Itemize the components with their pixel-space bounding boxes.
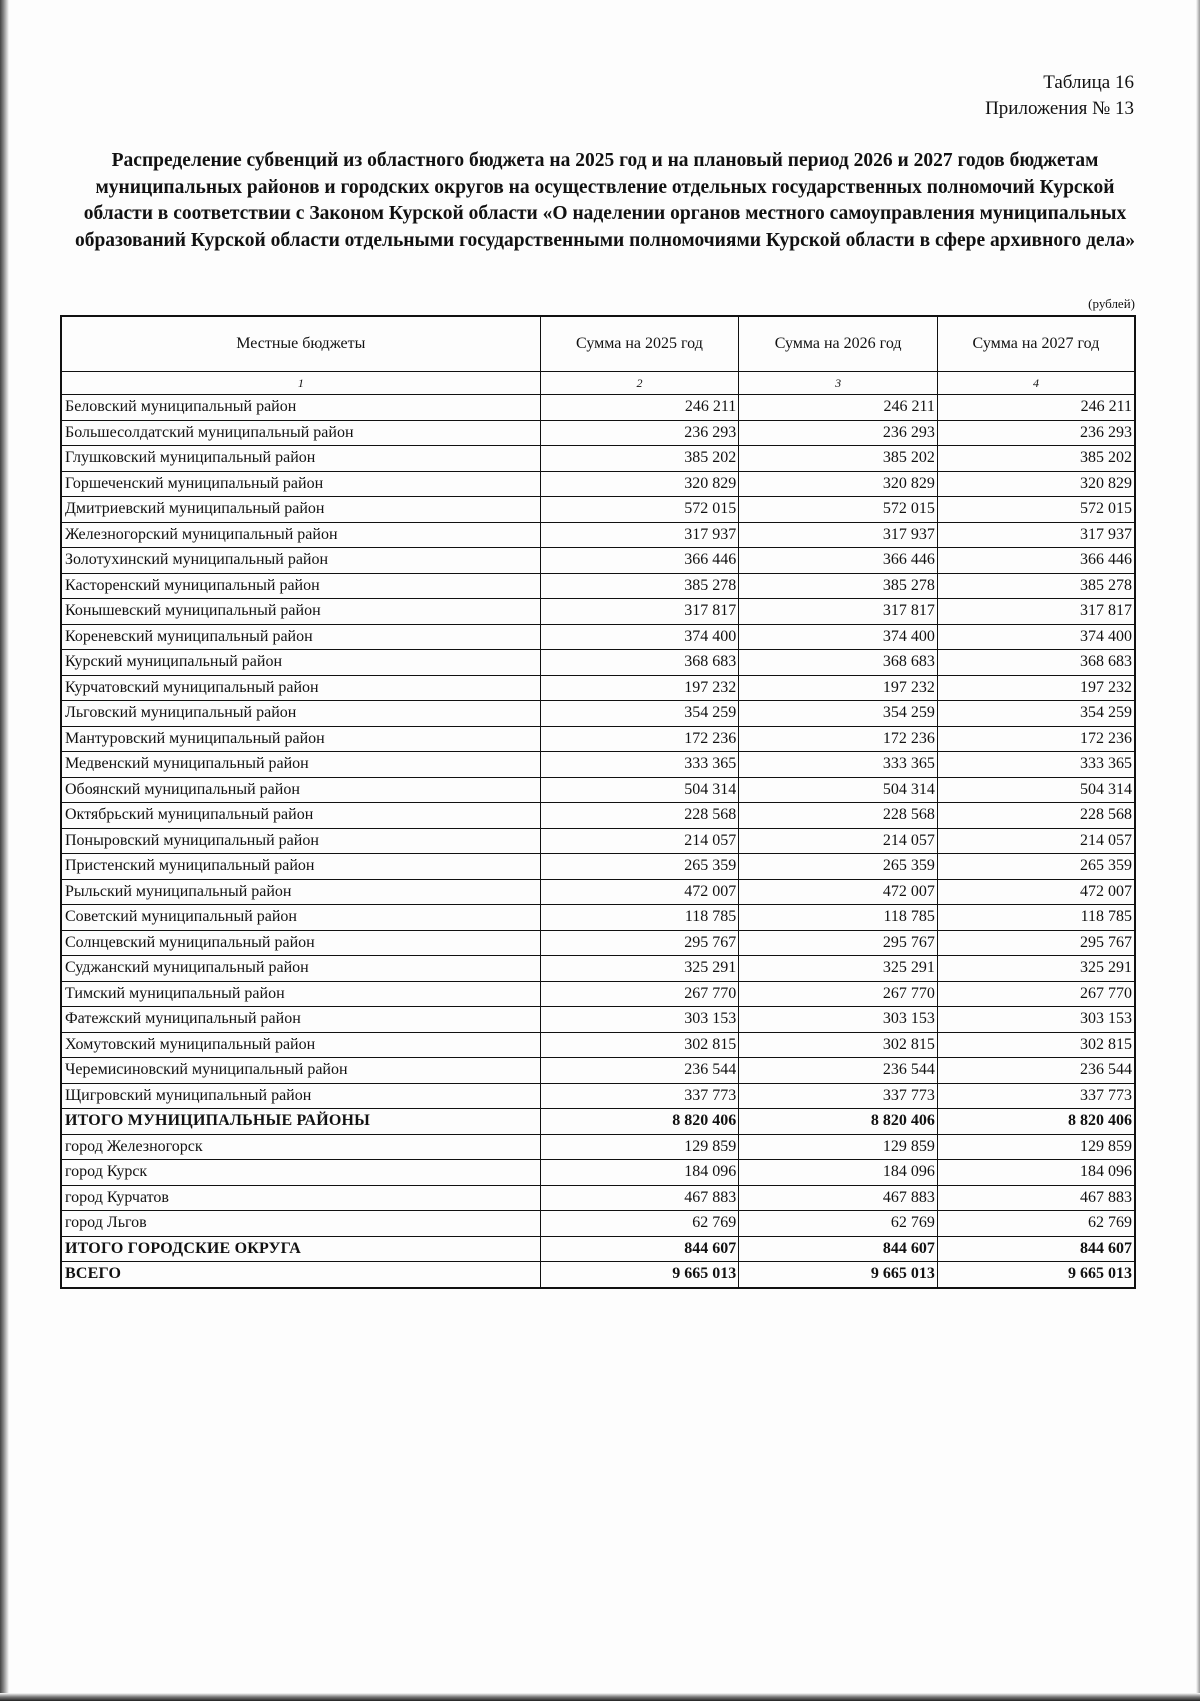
budget-name-cell: Кореневский муниципальный район bbox=[61, 624, 540, 650]
amount-2026-cell: 317 937 bbox=[739, 522, 938, 548]
column-number-1: 1 bbox=[61, 372, 540, 395]
amount-2025-cell: 472 007 bbox=[540, 879, 739, 905]
amount-2027-cell: 214 057 bbox=[937, 828, 1135, 854]
table-row bbox=[61, 828, 1135, 854]
budget-name-cell: Черемисиновский муниципальный район bbox=[61, 1058, 540, 1084]
amount-2027-cell: 317 817 bbox=[937, 599, 1135, 625]
amount-2026-cell: 320 829 bbox=[739, 471, 938, 497]
budget-name-cell: Конышевский муниципальный район bbox=[61, 599, 540, 625]
table-row bbox=[61, 1211, 1135, 1237]
table-row bbox=[61, 777, 1135, 803]
amount-2026-cell: 467 883 bbox=[739, 1185, 938, 1211]
budget-name-cell: Суджанский муниципальный район bbox=[61, 956, 540, 982]
amount-2025-cell: 333 365 bbox=[540, 752, 739, 778]
budget-name-cell: город Курчатов bbox=[61, 1185, 540, 1211]
budget-name-cell: Щигровский муниципальный район bbox=[61, 1083, 540, 1109]
budget-name-cell: Медвенский муниципальный район bbox=[61, 752, 540, 778]
amount-2025-cell: 385 278 bbox=[540, 573, 739, 599]
amount-2025-cell: 172 236 bbox=[540, 726, 739, 752]
amount-2025-cell: 184 096 bbox=[540, 1160, 739, 1186]
table-row bbox=[61, 981, 1135, 1007]
amount-2026-cell: 214 057 bbox=[739, 828, 938, 854]
amount-2027-cell: 184 096 bbox=[937, 1160, 1135, 1186]
table-row bbox=[61, 497, 1135, 523]
table-row bbox=[61, 420, 1135, 446]
amount-2027-cell: 472 007 bbox=[937, 879, 1135, 905]
table-row bbox=[61, 471, 1135, 497]
table-row bbox=[61, 446, 1135, 472]
amount-2027-cell: 197 232 bbox=[937, 675, 1135, 701]
amount-2025-cell: 118 785 bbox=[540, 905, 739, 931]
amount-2025-cell: 295 767 bbox=[540, 930, 739, 956]
amount-2026-cell: 118 785 bbox=[739, 905, 938, 931]
amount-2027-cell: 303 153 bbox=[937, 1007, 1135, 1033]
amount-2026-cell: 129 859 bbox=[739, 1134, 938, 1160]
column-number-3: 3 bbox=[739, 372, 938, 395]
amount-2026-cell: 333 365 bbox=[739, 752, 938, 778]
amount-2027-cell: 320 829 bbox=[937, 471, 1135, 497]
table-row bbox=[61, 956, 1135, 982]
table-total-row bbox=[61, 1109, 1135, 1135]
amount-2025-cell: 467 883 bbox=[540, 1185, 739, 1211]
amount-2026-cell: 385 202 bbox=[739, 446, 938, 472]
amount-2027-cell: 337 773 bbox=[937, 1083, 1135, 1109]
amount-2027-cell: 467 883 bbox=[937, 1185, 1135, 1211]
amount-2026-cell: 236 293 bbox=[739, 420, 938, 446]
amount-2026-cell: 246 211 bbox=[739, 395, 938, 421]
amount-2026-cell: 504 314 bbox=[739, 777, 938, 803]
amount-2025-cell: 368 683 bbox=[540, 650, 739, 676]
table-row bbox=[61, 624, 1135, 650]
amount-2025-cell: 214 057 bbox=[540, 828, 739, 854]
amount-2025-cell: 317 817 bbox=[540, 599, 739, 625]
table-row bbox=[61, 1007, 1135, 1033]
table-row bbox=[61, 930, 1135, 956]
amount-2027-cell: 118 785 bbox=[937, 905, 1135, 931]
amount-2025-cell: 8 820 406 bbox=[540, 1109, 739, 1135]
table-row bbox=[61, 675, 1135, 701]
table-number: Таблица 16 bbox=[1043, 72, 1134, 93]
column-header-2027: Сумма на 2027 год bbox=[937, 316, 1135, 372]
amount-2027-cell: 374 400 bbox=[937, 624, 1135, 650]
table-row bbox=[61, 1032, 1135, 1058]
amount-2025-cell: 265 359 bbox=[540, 854, 739, 880]
budget-name-cell: Горшеченский муниципальный район bbox=[61, 471, 540, 497]
amount-2027-cell: 504 314 bbox=[937, 777, 1135, 803]
amount-2027-cell: 9 665 013 bbox=[937, 1262, 1135, 1288]
budget-name-cell: Пристенский муниципальный район bbox=[61, 854, 540, 880]
amount-2025-cell: 228 568 bbox=[540, 803, 739, 829]
amount-2026-cell: 844 607 bbox=[739, 1236, 938, 1262]
budget-name-cell: Хомутовский муниципальный район bbox=[61, 1032, 540, 1058]
document-title: Распределение субвенций из областного бюджета на 2025 год и на плановый период 2026 и 2027 годов бюджетам муниципальных районов и городских округов на осуществление отдельных государственных полномочий Курской области в соответствии с Законом Курской области «О наделении органов местного самоуправления муниципальных образований Курской области отдельными государственными полномочиями Курской области в сфере архивного дела» bbox=[74, 150, 1136, 251]
table-total-row bbox=[61, 1236, 1135, 1262]
amount-2027-cell: 129 859 bbox=[937, 1134, 1135, 1160]
budget-name-cell: Советский муниципальный район bbox=[61, 905, 540, 931]
table-row bbox=[61, 803, 1135, 829]
budget-name-cell: ИТОГО МУНИЦИПАЛЬНЫЕ РАЙОНЫ bbox=[61, 1109, 540, 1135]
table-total-row bbox=[61, 1262, 1135, 1288]
amount-2027-cell: 317 937 bbox=[937, 522, 1135, 548]
amount-2026-cell: 368 683 bbox=[739, 650, 938, 676]
amount-2025-cell: 366 446 bbox=[540, 548, 739, 574]
scan-right-edge bbox=[1196, 0, 1200, 1701]
amount-2026-cell: 8 820 406 bbox=[739, 1109, 938, 1135]
amount-2027-cell: 236 544 bbox=[937, 1058, 1135, 1084]
table-row bbox=[61, 650, 1135, 676]
budget-name-cell: Тимский муниципальный район bbox=[61, 981, 540, 1007]
table-row bbox=[61, 395, 1135, 421]
table-row bbox=[61, 752, 1135, 778]
amount-2027-cell: 62 769 bbox=[937, 1211, 1135, 1237]
amount-2027-cell: 333 365 bbox=[937, 752, 1135, 778]
amount-2026-cell: 385 278 bbox=[739, 573, 938, 599]
table-row bbox=[61, 1160, 1135, 1186]
scan-left-edge bbox=[0, 0, 9, 1701]
amount-2025-cell: 9 665 013 bbox=[540, 1262, 739, 1288]
column-header-budgets: Местные бюджеты bbox=[61, 316, 540, 372]
budget-name-cell: Большесолдатский муниципальный район bbox=[61, 420, 540, 446]
amount-2027-cell: 844 607 bbox=[937, 1236, 1135, 1262]
budget-name-cell: ИТОГО ГОРОДСКИЕ ОКРУГА bbox=[61, 1236, 540, 1262]
amount-2025-cell: 325 291 bbox=[540, 956, 739, 982]
amount-2027-cell: 385 278 bbox=[937, 573, 1135, 599]
budget-name-cell: Рыльский муниципальный район bbox=[61, 879, 540, 905]
budget-name-cell: ВСЕГО bbox=[61, 1262, 540, 1288]
budget-name-cell: Солнцевский муниципальный район bbox=[61, 930, 540, 956]
table-body bbox=[61, 395, 1135, 1288]
column-number-4: 4 bbox=[937, 372, 1135, 395]
amount-2025-cell: 337 773 bbox=[540, 1083, 739, 1109]
amount-2025-cell: 267 770 bbox=[540, 981, 739, 1007]
budget-name-cell: город Железногорск bbox=[61, 1134, 540, 1160]
amount-2026-cell: 184 096 bbox=[739, 1160, 938, 1186]
amount-2026-cell: 354 259 bbox=[739, 701, 938, 727]
amount-2027-cell: 302 815 bbox=[937, 1032, 1135, 1058]
amount-2025-cell: 317 937 bbox=[540, 522, 739, 548]
amount-2026-cell: 172 236 bbox=[739, 726, 938, 752]
amount-2027-cell: 265 359 bbox=[937, 854, 1135, 880]
table-row bbox=[61, 548, 1135, 574]
budget-name-cell: Курский муниципальный район bbox=[61, 650, 540, 676]
table-row bbox=[61, 573, 1135, 599]
table-row bbox=[61, 905, 1135, 931]
budget-name-cell: Железногорский муниципальный район bbox=[61, 522, 540, 548]
amount-2026-cell: 337 773 bbox=[739, 1083, 938, 1109]
amount-2027-cell: 228 568 bbox=[937, 803, 1135, 829]
budget-name-cell: Беловский муниципальный район bbox=[61, 395, 540, 421]
amount-2027-cell: 246 211 bbox=[937, 395, 1135, 421]
column-header-2026: Сумма на 2026 год bbox=[739, 316, 938, 372]
amount-2025-cell: 303 153 bbox=[540, 1007, 739, 1033]
amount-2025-cell: 236 544 bbox=[540, 1058, 739, 1084]
amount-2026-cell: 572 015 bbox=[739, 497, 938, 523]
appendix-number: Приложения № 13 bbox=[985, 98, 1134, 119]
amount-2025-cell: 197 232 bbox=[540, 675, 739, 701]
amount-2026-cell: 472 007 bbox=[739, 879, 938, 905]
table-reference bbox=[985, 70, 1134, 122]
amount-2025-cell: 129 859 bbox=[540, 1134, 739, 1160]
amount-2025-cell: 354 259 bbox=[540, 701, 739, 727]
column-header-2025: Сумма на 2025 год bbox=[540, 316, 739, 372]
amount-2026-cell: 265 359 bbox=[739, 854, 938, 880]
table-row bbox=[61, 879, 1135, 905]
amount-2027-cell: 267 770 bbox=[937, 981, 1135, 1007]
amount-2026-cell: 9 665 013 bbox=[739, 1262, 938, 1288]
units-note: (рублей) bbox=[1088, 296, 1135, 311]
budget-name-cell: Октябрьский муниципальный район bbox=[61, 803, 540, 829]
budget-name-cell: Дмитриевский муниципальный район bbox=[61, 497, 540, 523]
amount-2027-cell: 572 015 bbox=[937, 497, 1135, 523]
table-row bbox=[61, 701, 1135, 727]
amount-2025-cell: 374 400 bbox=[540, 624, 739, 650]
budget-name-cell: город Льгов bbox=[61, 1211, 540, 1237]
table-row bbox=[61, 1185, 1135, 1211]
amount-2026-cell: 325 291 bbox=[739, 956, 938, 982]
amount-2025-cell: 302 815 bbox=[540, 1032, 739, 1058]
amount-2026-cell: 197 232 bbox=[739, 675, 938, 701]
budget-name-cell: город Курск bbox=[61, 1160, 540, 1186]
amount-2026-cell: 267 770 bbox=[739, 981, 938, 1007]
budget-name-cell: Поныровский муниципальный район bbox=[61, 828, 540, 854]
budget-name-cell: Льговский муниципальный район bbox=[61, 701, 540, 727]
amount-2027-cell: 354 259 bbox=[937, 701, 1135, 727]
scan-bottom-edge bbox=[0, 1693, 1200, 1701]
amount-2027-cell: 385 202 bbox=[937, 446, 1135, 472]
amount-2027-cell: 368 683 bbox=[937, 650, 1135, 676]
amount-2026-cell: 317 817 bbox=[739, 599, 938, 625]
amount-2026-cell: 374 400 bbox=[739, 624, 938, 650]
budget-table bbox=[60, 315, 1136, 1289]
amount-2025-cell: 62 769 bbox=[540, 1211, 739, 1237]
amount-2027-cell: 325 291 bbox=[937, 956, 1135, 982]
amount-2026-cell: 228 568 bbox=[739, 803, 938, 829]
amount-2025-cell: 844 607 bbox=[540, 1236, 739, 1262]
amount-2026-cell: 302 815 bbox=[739, 1032, 938, 1058]
budget-name-cell: Фатежский муниципальный район bbox=[61, 1007, 540, 1033]
table-row bbox=[61, 1134, 1135, 1160]
budget-name-cell: Глушковский муниципальный район bbox=[61, 446, 540, 472]
amount-2027-cell: 8 820 406 bbox=[937, 1109, 1135, 1135]
budget-name-cell: Курчатовский муниципальный район bbox=[61, 675, 540, 701]
budget-name-cell: Золотухинский муниципальный район bbox=[61, 548, 540, 574]
amount-2026-cell: 295 767 bbox=[739, 930, 938, 956]
amount-2026-cell: 366 446 bbox=[739, 548, 938, 574]
amount-2026-cell: 236 544 bbox=[739, 1058, 938, 1084]
budget-name-cell: Обоянский муниципальный район bbox=[61, 777, 540, 803]
table-row bbox=[61, 1083, 1135, 1109]
table-row bbox=[61, 599, 1135, 625]
table-header-row bbox=[61, 316, 1135, 372]
column-number-row bbox=[61, 372, 1135, 395]
amount-2027-cell: 295 767 bbox=[937, 930, 1135, 956]
budget-name-cell: Касторенский муниципальный район bbox=[61, 573, 540, 599]
amount-2026-cell: 62 769 bbox=[739, 1211, 938, 1237]
amount-2025-cell: 385 202 bbox=[540, 446, 739, 472]
table-row bbox=[61, 522, 1135, 548]
amount-2025-cell: 504 314 bbox=[540, 777, 739, 803]
table-row bbox=[61, 854, 1135, 880]
amount-2026-cell: 303 153 bbox=[739, 1007, 938, 1033]
amount-2027-cell: 366 446 bbox=[937, 548, 1135, 574]
table-row bbox=[61, 726, 1135, 752]
amount-2025-cell: 236 293 bbox=[540, 420, 739, 446]
budget-name-cell: Мантуровский муниципальный район bbox=[61, 726, 540, 752]
amount-2027-cell: 236 293 bbox=[937, 420, 1135, 446]
amount-2027-cell: 172 236 bbox=[937, 726, 1135, 752]
amount-2025-cell: 320 829 bbox=[540, 471, 739, 497]
column-number-2: 2 bbox=[540, 372, 739, 395]
amount-2025-cell: 246 211 bbox=[540, 395, 739, 421]
table-row bbox=[61, 1058, 1135, 1084]
amount-2025-cell: 572 015 bbox=[540, 497, 739, 523]
